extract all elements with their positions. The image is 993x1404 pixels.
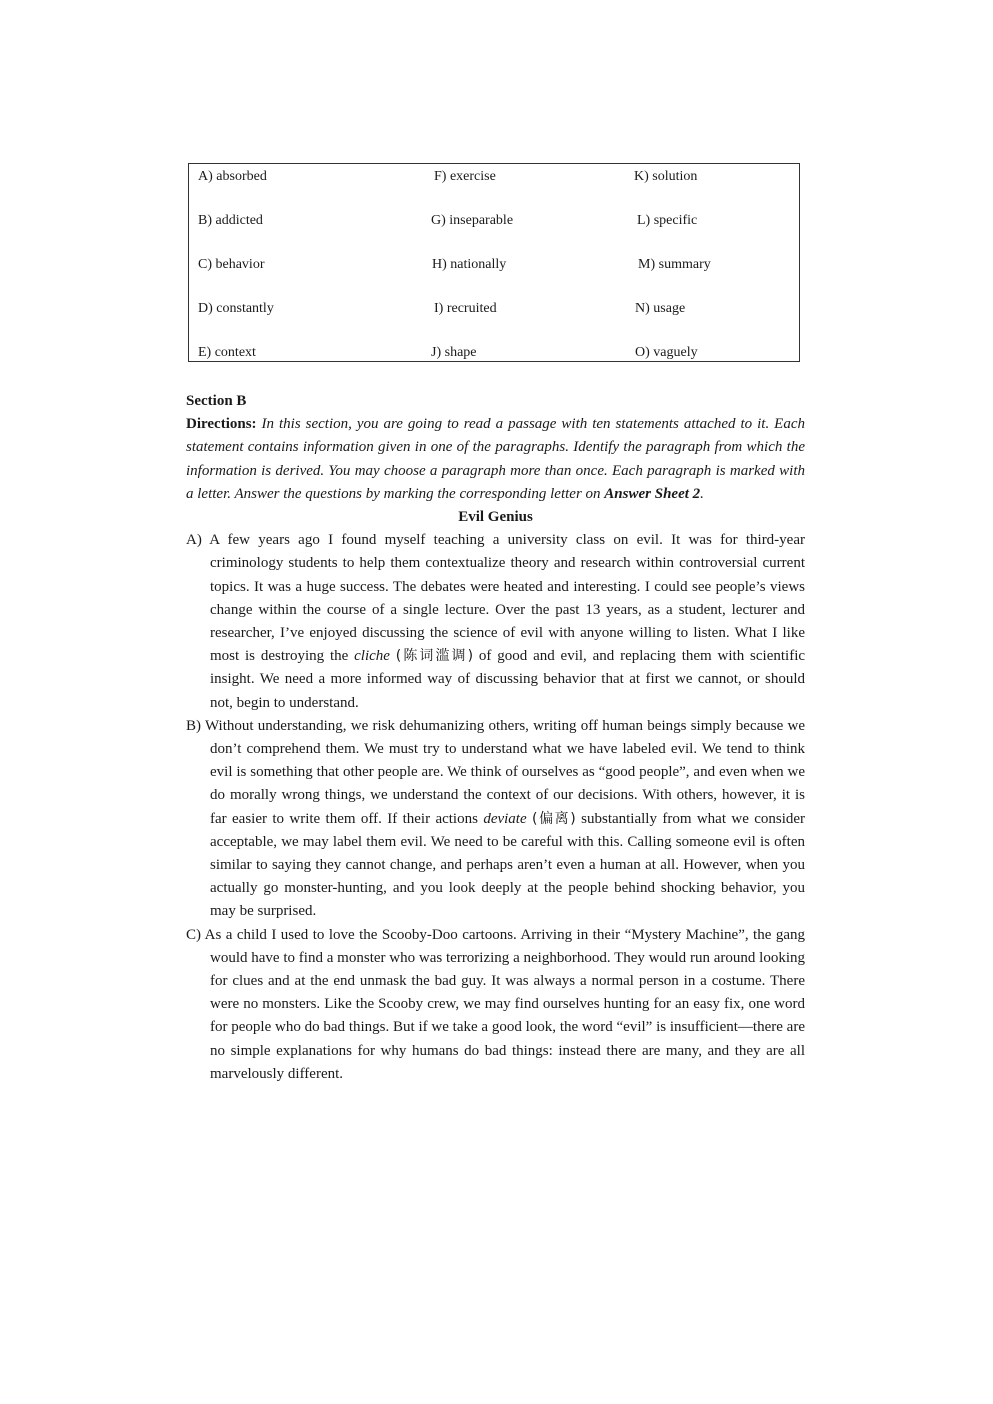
glossed-term: deviate [483,810,527,827]
directions: Directions: In this section, you are going to read a passage with ten statements attached to it. Each statement contains information given in one of the paragraphs. Identify the paragraph from which the information is derived. You may choose a paragraph more than once. Each paragraph is marked with a letter. Answer the questions by marking the corresponding letter on Answer Sheet 2. [186,416,805,502]
word-option: N) usage [635,301,686,316]
word-bank-table [188,163,800,362]
word-option: L) specific [637,213,698,228]
word-option: K) solution [634,169,698,184]
section-content [186,390,805,1086]
word-option: I) recruited [434,301,497,316]
word-option: B) addicted [198,213,263,228]
directions-text: In this section, you are going to read a passage with ten statements attached to it. Each statement contains information given in one of the paragraphs. Identify the paragraph from which the information is derived. You may choose a paragraph more than once. Each paragraph is marked with a letter. Answer the questions by marking the corresponding letter on [186,416,805,502]
word-option: C) behavior [198,257,265,272]
section-title: Section B [186,393,247,409]
paragraph-c: C) As a child I used to love the Scooby-Doo cartoons. Arriving in their “Mystery Machine”, the gang would have to find a monster who was terrorizing a neighborhood. They would run around looking for clues and at the end unmask the bad guy. It was always a normal person in a costume. There were no monsters. Like the Scooby crew, we may find ourselves hunting for an easy fix, one word for people who do bad things. But if we take a good look, the word “evil” is insufficient—there are no simple explanations for why humans do bad things: instead there are many, and they are all marvelously different. [186,926,805,1082]
word-option: G) inseparable [431,213,514,228]
directions-label: Directions: [186,416,257,433]
word-option: J) shape [431,345,477,360]
passage-title: Evil Genius [458,509,533,526]
paragraph-b: B) Without understanding, we risk dehumanizing others, writing off human beings simply because we don’t comprehend them. We must try to understand what we have labeled evil. We tend to think evil is something that other people are. We think of ourselves as “good people”, and even when we do morally wrong things, we understand the context of our decisions. With others, however, it is far easier to write them off. If their actions deviate (偏离) substantially from what we consider acceptable, we may label them evil. We need to be careful with this. Calling someone evil is often similar to saying they cannot change, and perhaps aren’t even a human at all. However, when you actually go monster-hunting, and you look deeply at the people behind shocking behavior, you may be surprised. [186,717,806,920]
chinese-gloss: (偏离) [532,810,576,827]
word-option: D) constantly [198,301,274,316]
word-option: F) exercise [434,169,496,184]
chinese-gloss: (陈词滥调) [395,648,474,665]
word-option: O) vaguely [635,345,698,360]
answer-sheet-ref: Answer Sheet 2 [604,485,701,502]
word-option: A) absorbed [198,169,267,184]
word-option: H) nationally [432,257,507,272]
word-option: E) context [198,345,256,360]
word-option: M) summary [638,257,711,272]
glossed-term: cliche [354,648,390,665]
paragraph-a: A) A few years ago I found myself teaching a university class on evil. It was for third-year criminology students to help them contextualize theory and research within controversial current topics. It was a huge success. The debates were heated and interesting. I could see people’s views change within the course of a single lecture. Over the past 13 years, as a student, lecturer and researcher, I’ve enjoyed discussing the science of evil with anyone willing to listen. What I like most is destroying the cliche (陈词滥调) of good and evil, and replacing them with scientific insight. We need a more informed way of discussing behavior that at first we cannot, or should not, begin to understand. [186,532,806,711]
